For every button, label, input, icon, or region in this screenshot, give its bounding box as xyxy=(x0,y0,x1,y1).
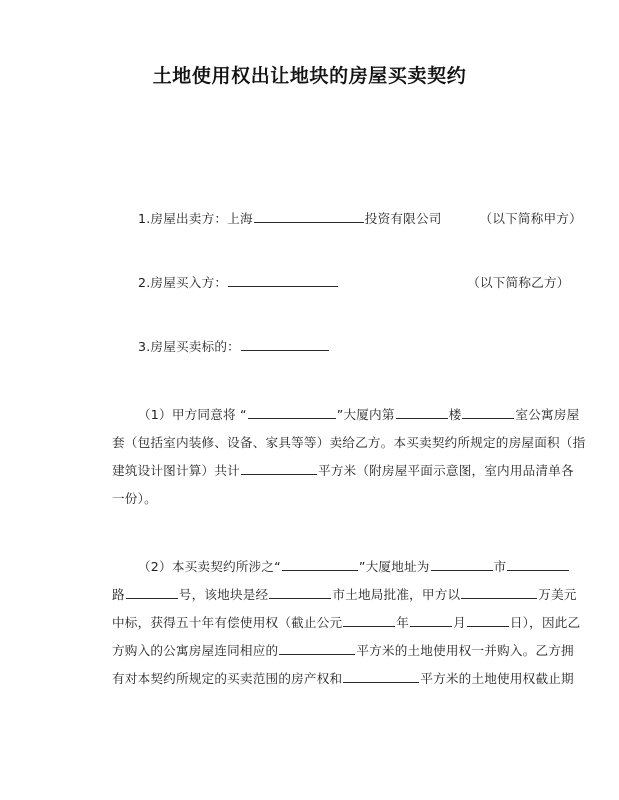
clause-1-text-a: 甲方同意将 “ xyxy=(171,407,247,422)
clause-1-line-1 xyxy=(112,401,580,429)
party-3-blank[interactable] xyxy=(241,337,329,351)
clause-2-blank-amount[interactable] xyxy=(461,585,537,599)
clause-2-text-c: 市 xyxy=(493,559,507,574)
clause-2-text-e: 号，该地块是经 xyxy=(178,587,269,602)
clause-2-line-1 xyxy=(112,553,512,581)
clause-2-marker: （2） xyxy=(138,559,172,574)
clause-1-line-3 xyxy=(112,457,574,485)
clause-2-line-5 xyxy=(112,665,574,693)
party-line-1 xyxy=(112,205,582,233)
clause-1-text-d: 室公寓房屋 xyxy=(515,407,580,422)
clause-2-text-a: 本买卖契约所涉之“ xyxy=(171,559,281,574)
clause-2-blank-district[interactable] xyxy=(507,557,569,571)
clause-1-text-e: 建筑设计图计算）共计 xyxy=(112,463,240,478)
clause-1-line-2-text: 套（包括室内装修、设备、家具等等）卖给乙方。本买卖契约所规定的房屋面积（指 xyxy=(112,435,586,450)
clause-2-text-b: ”大厦地址为 xyxy=(358,559,430,574)
clause-2-text-l: 方购入的公寓房屋连同相应的 xyxy=(112,643,279,658)
party-3-number: 3. xyxy=(138,339,151,354)
party-1-label: 房屋出卖方：上海 xyxy=(150,211,253,226)
clause-2-blank-day[interactable] xyxy=(467,613,509,627)
clause-2-blank-building[interactable] xyxy=(282,557,358,571)
clause-1-text-b: ”大厦内第 xyxy=(336,407,395,422)
clause-2-text-f: 市土地局批准，甲方以 xyxy=(332,587,461,602)
clause-2-line-3 xyxy=(112,609,581,637)
party-1-number: 1. xyxy=(138,211,151,226)
clause-2-blank-year[interactable] xyxy=(343,613,395,627)
clause-1-text-c: 楼 xyxy=(448,407,462,422)
party-2-label: 房屋买入方： xyxy=(150,275,228,290)
spacer xyxy=(112,513,512,553)
spacer xyxy=(112,361,512,401)
clause-2-text-j: 月 xyxy=(453,615,466,630)
party-2-note: （以下简称乙方） xyxy=(467,275,570,290)
party-1-suffix: 投资有限公司 xyxy=(364,211,442,226)
clause-2-text-o: 平方米的土地使用权截止期 xyxy=(420,671,574,686)
clause-1-line-4-text: 一份）。 xyxy=(112,491,157,506)
clause-2-blank-bureau[interactable] xyxy=(269,585,331,599)
party-line-2 xyxy=(112,269,570,297)
party-2-blank[interactable] xyxy=(228,273,338,287)
clause-1-blank-room[interactable] xyxy=(462,405,514,419)
clause-2-line-2 xyxy=(112,581,577,609)
clause-2-blank-land-area-2[interactable] xyxy=(343,669,419,683)
clause-2-text-g: 万美元 xyxy=(538,587,577,602)
clause-2-text-m: 平方米的土地使用权一并购入。乙方拥 xyxy=(356,643,574,658)
clause-1-marker: （1） xyxy=(138,407,172,422)
clause-1-text-f: 平方米（附房屋平面示意图，室内用品清单各 xyxy=(317,463,574,478)
clause-2-text-k: 日），因此乙 xyxy=(509,615,581,630)
clause-1-blank-building[interactable] xyxy=(248,405,336,419)
clause-2-blank-city[interactable] xyxy=(431,557,493,571)
clause-2-line-4 xyxy=(112,637,574,665)
clause-2-text-n: 有对本契约所规定的买卖范围的房产权和 xyxy=(112,671,343,686)
spacer xyxy=(112,233,512,269)
party-1-note: （以下简称甲方） xyxy=(479,211,582,226)
party-1-blank[interactable] xyxy=(254,209,364,223)
clause-1-line-4 xyxy=(112,485,512,513)
clause-2-blank-land-area[interactable] xyxy=(279,641,355,655)
clause-2-text-d: 路 xyxy=(112,587,125,602)
document-body xyxy=(112,205,586,693)
party-line-3 xyxy=(112,333,512,361)
clause-2-blank-month[interactable] xyxy=(410,613,452,627)
clause-2-blank-road[interactable] xyxy=(126,585,178,599)
page-title: 土地使用权出让地块的房屋买卖契约 xyxy=(152,65,467,87)
spacer xyxy=(112,297,512,333)
party-2-number: 2. xyxy=(138,275,151,290)
clause-1-line-2 xyxy=(112,429,586,457)
clause-1-blank-area[interactable] xyxy=(241,461,317,475)
party-3-label: 房屋买卖标的： xyxy=(150,339,240,354)
clause-2-text-i: 年 xyxy=(396,615,410,630)
clause-1-blank-floor[interactable] xyxy=(396,405,448,419)
clause-2-text-h: 中标，获得五十年有偿使用权（截止公元 xyxy=(112,615,343,630)
